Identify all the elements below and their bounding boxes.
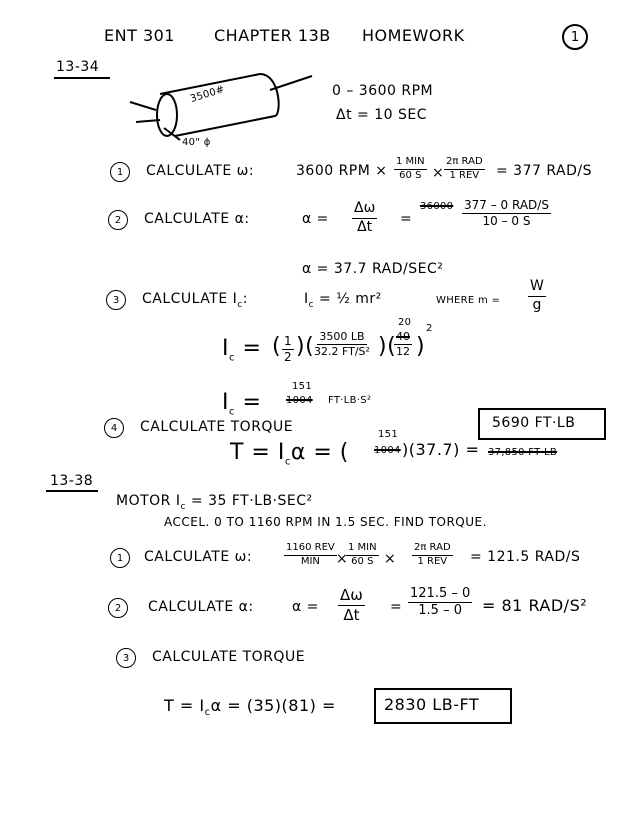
problem-label-underline (54, 77, 110, 79)
torque-lhs: T = I (164, 696, 205, 715)
fraction-numerator: 2π RAD (444, 156, 485, 170)
where-m-equals: WHERE m = (436, 295, 501, 306)
struck-out-value: 36000 (420, 201, 454, 212)
torque-equation-start (230, 442, 349, 467)
fraction-numerator: 1 MIN (394, 156, 427, 170)
step-3-label: CALCULATE TORQUE (152, 649, 306, 665)
page-number-badge (562, 24, 588, 50)
step-4-label: CALCULATE TORQUE (140, 419, 294, 435)
step-1-badge (110, 162, 130, 182)
radius-fraction (394, 330, 412, 359)
ic-symbol: I (304, 291, 309, 307)
step-1-result: = 377 RAD/S (496, 163, 592, 179)
subscript-c: c (308, 299, 315, 310)
ic-symbol: I (222, 336, 229, 361)
torque-alpha: α = ( (290, 440, 349, 465)
ic-result-struck: 1004 (286, 395, 313, 406)
fraction-numerator: 1160 REV (284, 542, 337, 556)
equals-sign: = (400, 211, 413, 227)
ic-substitution-symbol: $I_c$ = (222, 336, 262, 364)
motor-line-rest: = 35 FT·LB·SEC² (190, 493, 313, 509)
fraction-numerator: 1 MIN (346, 542, 379, 556)
delta-omega-over-delta-t (352, 200, 377, 236)
step-2-number: 2 (114, 214, 122, 226)
step-2-numeric-fraction (462, 198, 551, 229)
paren-close: ) (416, 334, 426, 359)
fraction-denominator: 12 (396, 344, 410, 358)
problem-label-underline (46, 490, 98, 492)
answer-13-34: 5690 FT·LB (492, 415, 576, 431)
minute-fraction (346, 542, 379, 568)
step-2-label: CALCULATE α: (144, 211, 250, 227)
fraction-denominator: 60 S (351, 555, 374, 567)
fraction-denominator: 1 REV (417, 555, 448, 567)
step-3-label-text: CALCULATE I (142, 291, 238, 307)
fraction-numerator: Δω (340, 586, 363, 604)
step-3-number: 3 (112, 294, 120, 306)
fraction-denominator: g (532, 296, 542, 313)
subscript-c: c (237, 299, 243, 310)
fraction-numerator: Δω (352, 200, 377, 219)
rpm-range: 0 – 3600 RPM (332, 83, 434, 99)
fraction-denominator: 1.5 – 0 (418, 603, 462, 619)
radius-corrected: 20 (398, 317, 412, 328)
fraction-numerator: 1 (284, 334, 292, 348)
step-3-number: 3 (122, 652, 130, 664)
fraction-denominator: Δt (357, 218, 373, 235)
subscript-c: c (284, 456, 291, 468)
problem-label-13-38: 13-38 (50, 473, 94, 489)
step-3-label (142, 292, 248, 310)
step-2-label: CALCULATE α: (148, 599, 254, 615)
fraction-denominator: 2 (284, 350, 292, 364)
mass-fraction (312, 330, 372, 359)
step-1-label: CALCULATE ω: (144, 549, 253, 565)
rpm-fraction (284, 542, 337, 568)
colon: : (242, 291, 248, 307)
fraction-denominator: 60 S (399, 169, 422, 181)
fraction-denominator: Δt (343, 605, 360, 624)
fraction-denominator: 32.2 FT/S² (314, 344, 370, 358)
delta-omega-over-delta-t (338, 586, 365, 625)
step-2-number: 2 (114, 602, 122, 614)
step-1-number: 1 (116, 166, 124, 178)
step-2-badge (108, 598, 128, 618)
step-4-number: 4 (110, 422, 118, 434)
multiply-sign: × (432, 165, 445, 181)
alpha-equals: α = (302, 211, 329, 227)
motor-line-text: MOTOR I (116, 493, 181, 509)
torque-rhs: α = (35)(81) = (210, 696, 336, 715)
step-1-badge (110, 548, 130, 568)
fraction-denominator: MIN (300, 555, 320, 567)
fraction-numerator: 3500 LB (319, 330, 365, 343)
step-3-badge (116, 648, 136, 668)
fraction-numerator: 40 (396, 330, 410, 343)
equals-sign: = (390, 599, 403, 615)
ic-formula-rhs: = ½ mr² (319, 291, 382, 307)
ic-result-symbol: $I_c$ = (222, 390, 262, 418)
answer-13-38: 2830 LB-FT (384, 695, 480, 714)
step-1-label: CALCULATE ω: (146, 163, 255, 179)
chapter-label: CHAPTER 13B (214, 26, 331, 45)
ic-result-value: 151 (292, 381, 312, 392)
motor-inertia-line (116, 494, 313, 512)
step-1-result: = 121.5 RAD/S (470, 549, 581, 565)
cylinder-sketch (120, 64, 320, 154)
step-4-badge (104, 418, 124, 438)
multiply-sign: × (336, 551, 349, 567)
fraction-numerator: 121.5 – 0 (408, 586, 472, 603)
page-title: HOMEWORK (362, 26, 465, 45)
acceleration-line: ACCEL. 0 TO 1160 RPM IN 1.5 SEC. FIND TORQUE. (164, 515, 487, 529)
subscript-c: c (229, 406, 235, 418)
fraction-numerator: W (528, 278, 546, 297)
step-3-badge (106, 290, 126, 310)
step-2-badge (108, 210, 128, 230)
step-1-number: 1 (116, 552, 124, 564)
ic-formula (304, 292, 382, 310)
step-1-fraction-2 (444, 156, 485, 182)
torque-ic-struck: 1004 (374, 445, 401, 456)
torque-equation (164, 698, 336, 718)
fraction-numerator: 2π RAD (412, 542, 453, 556)
multiply-sign: × (384, 551, 397, 567)
cylinder-weight-label: 3500# (189, 84, 227, 105)
torque-lhs: T = I (230, 440, 285, 465)
paren-close-open: )( (296, 334, 315, 359)
radian-fraction (412, 542, 453, 568)
subscript-c: c (229, 352, 235, 364)
step-1-fraction-1 (394, 156, 427, 182)
ic-symbol: I (222, 390, 229, 415)
page-number: 1 (570, 29, 580, 45)
squared-exponent: 2 (426, 323, 433, 334)
struck-torque-result: 37,850 FT·LB (488, 447, 558, 458)
fraction-denominator: 10 – 0 S (482, 214, 531, 228)
w-over-g (528, 278, 546, 314)
fraction-numerator: 377 – 0 RAD/S (464, 198, 549, 212)
paren-close-open: )( (378, 334, 397, 359)
problem-label-13-34: 13-34 (56, 59, 100, 75)
fraction-denominator: 1 REV (449, 169, 480, 181)
subscript-c: c (180, 501, 186, 512)
course-code: ENT 301 (104, 26, 175, 45)
half-fraction (282, 334, 294, 365)
step-1-expr-start: 3600 RPM × (296, 163, 388, 179)
step-2-numeric-fraction (408, 586, 472, 620)
ic-result-units: FT·LB·S² (328, 395, 372, 406)
subscript-c: c (204, 707, 211, 719)
step-2-result: α = 37.7 RAD/SEC² (302, 261, 444, 277)
torque-ic-value: 151 (378, 429, 398, 440)
cylinder-diameter-label: 40" ϕ (182, 137, 211, 148)
delta-t-given: Δt = 10 SEC (336, 107, 427, 123)
step-2-result: = 81 RAD/S² (482, 596, 588, 615)
paren-open: ( (272, 334, 282, 359)
torque-equation-mid: )(37.7) = (402, 440, 480, 459)
alpha-equals: α = (292, 599, 319, 615)
